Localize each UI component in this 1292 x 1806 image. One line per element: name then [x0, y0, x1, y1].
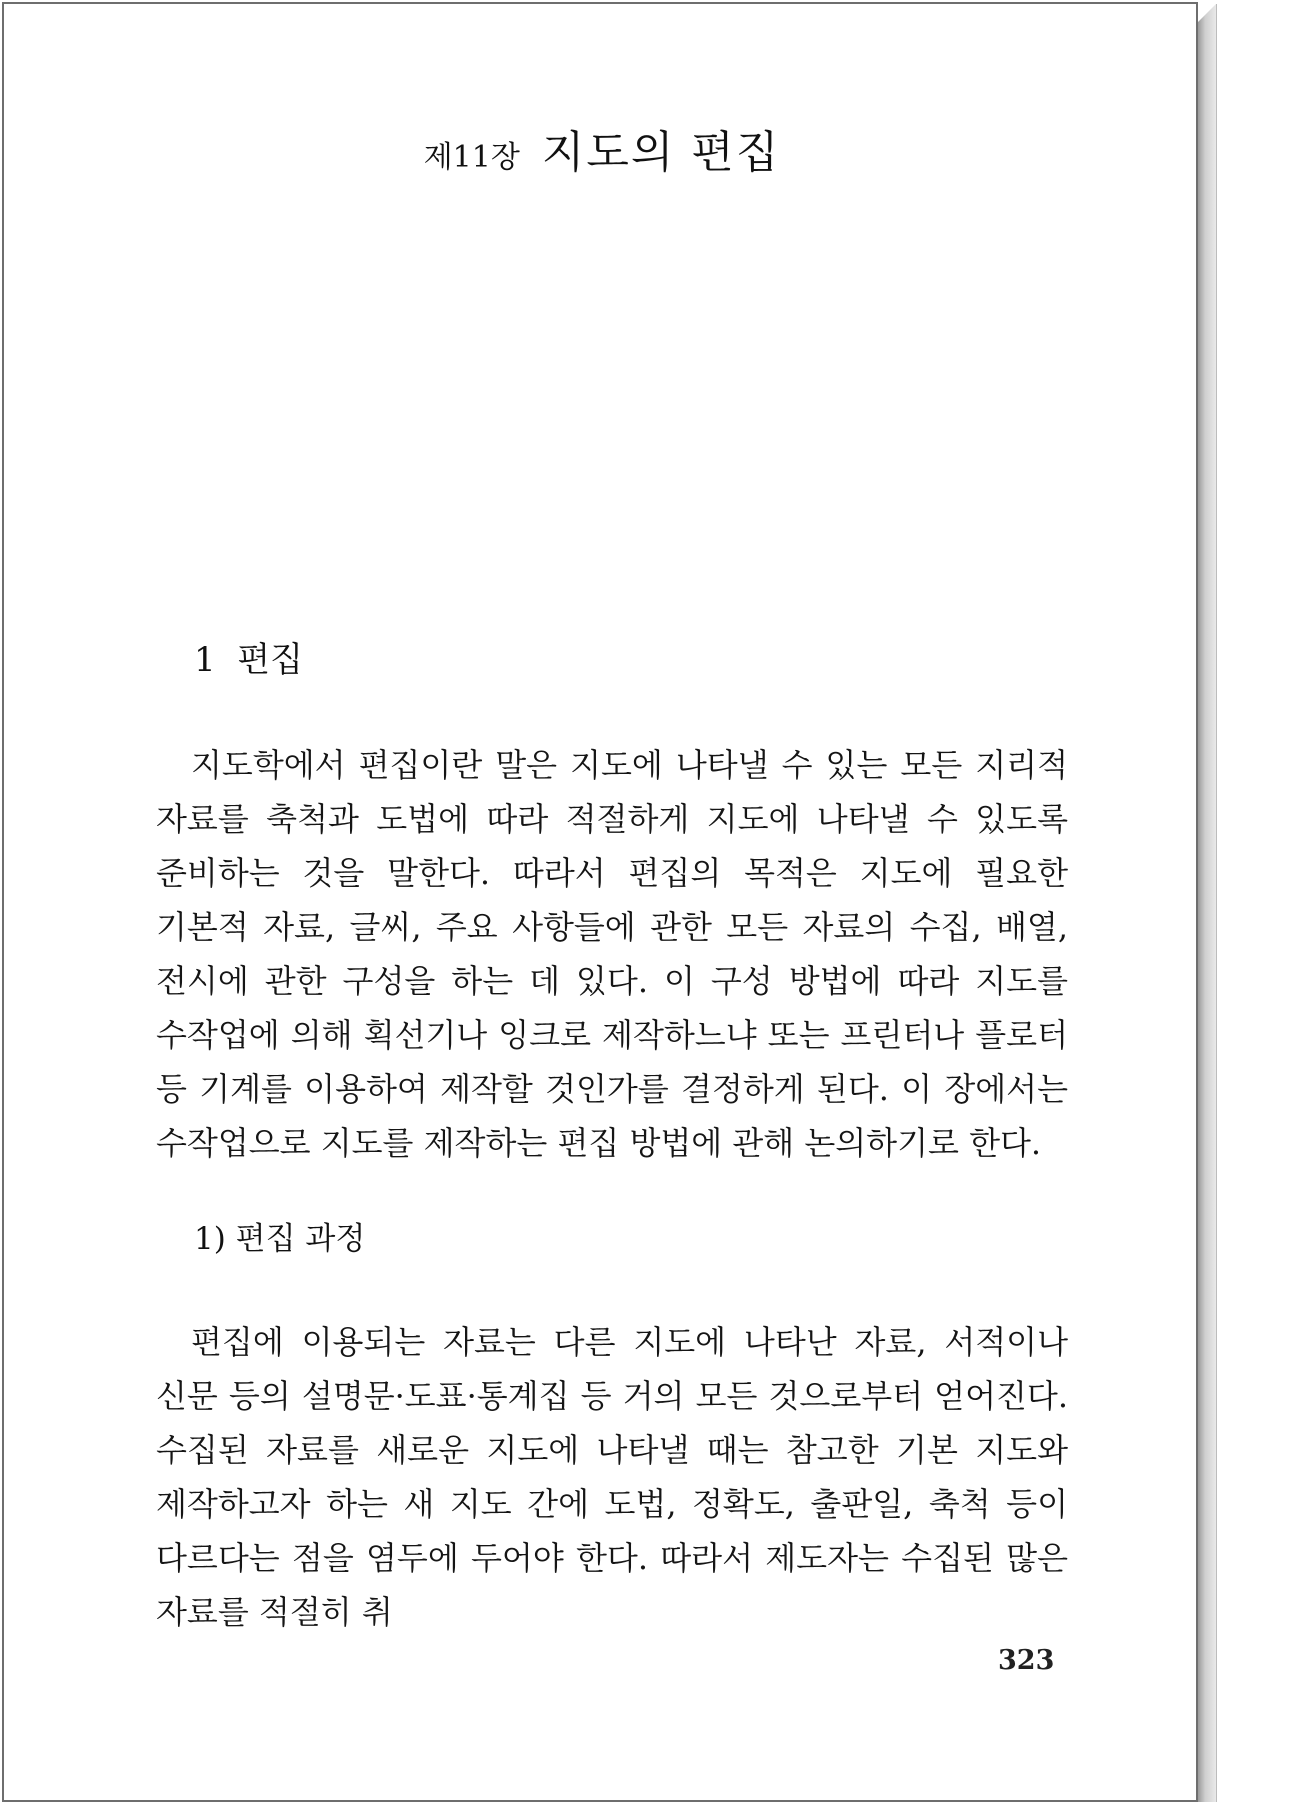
chapter-name: 지도의 편집 [541, 127, 781, 178]
page-number: 323 [998, 1645, 1055, 1676]
chapter-title [4, 116, 1200, 180]
subsection-heading: 1) 편집 과정 [194, 1221, 366, 1257]
section-heading: 1 편집 [194, 640, 303, 680]
chapter-number: 제11장 [423, 140, 520, 175]
page-curl-corner [1198, 4, 1216, 22]
page-stack-edge [1198, 4, 1217, 1802]
book-page [2, 2, 1198, 1802]
process-paragraph: 편집에 이용되는 자료는 다른 지도에 나타난 자료, 서적이나 신문 등의 설명문·도표·통계집 등 거의 모든 것으로부터 얻어진다. 수집된 자료를 새로운 지도에 나타낼 때는 참고한 기본 지도와 제작하고자 하는 새 지도 간에 도법, 정확도, 출판일, 축척 등이 다르다는 점을 염두에 두어야 한다. 따라서 제도자는 수집된 많은 자료를 적절히 취 [156, 1323, 1068, 1631]
intro-paragraph: 지도학에서 편집이란 말은 지도에 나타낼 수 있는 모든 지리적 자료를 축척과 도법에 따라 적절하게 지도에 나타낼 수 있도록 준비하는 것을 말한다. 따라서 편집의 목적은 지도에 필요한 기본적 자료, 글씨, 주요 사항들에 관한 모든 자료의 수집, 배열, 전시에 관한 구성을 하는 데 있다. 이 구성 방법에 따라 지도를 수작업에 의해 획선기나 잉크로 제작하느냐 또는 프린터나 플로터 등 기계를 이용하여 제작할 것인가를 결정하게 된다. 이 장에서는 수작업으로 지도를 제작하는 편집 방법에 관해 논의하기로 한다. [156, 746, 1068, 1162]
